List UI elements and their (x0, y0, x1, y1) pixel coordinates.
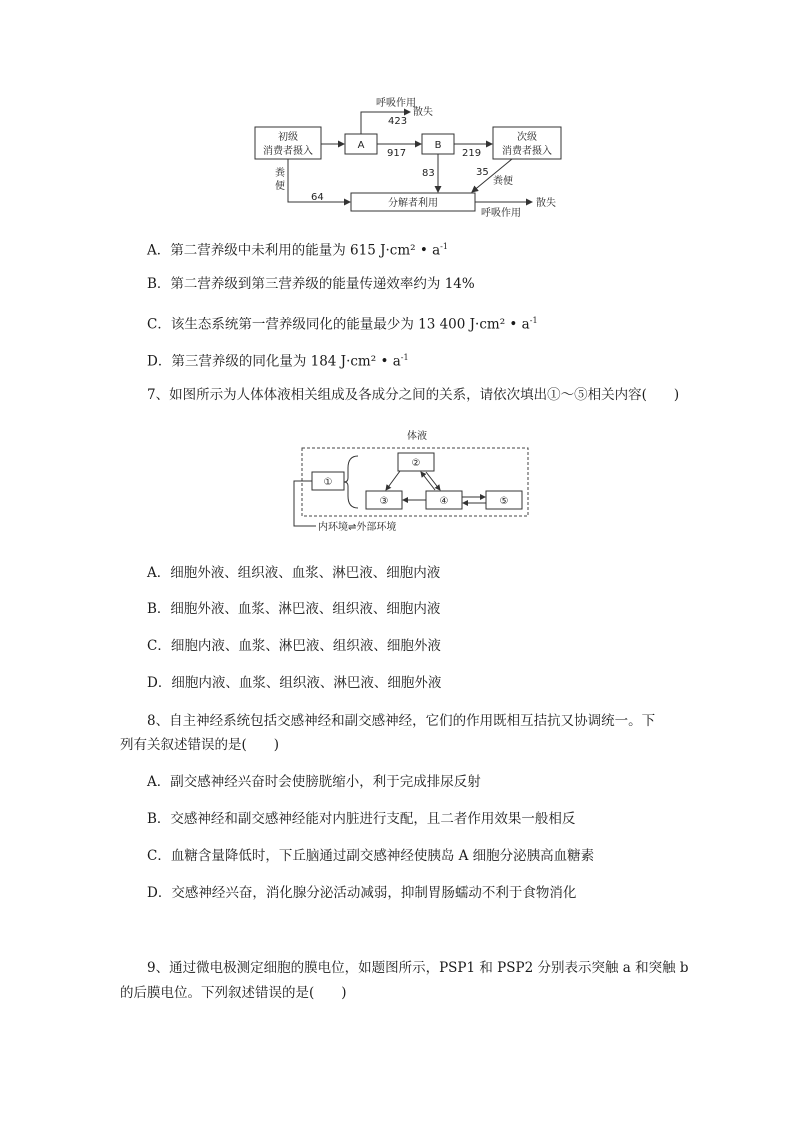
a-label: A (357, 140, 365, 151)
primary-label-2: 消费者摄入 (263, 146, 313, 157)
q6-option-a-text: A．第二营养级中未利用的能量为 615 J·cm² • a (147, 242, 441, 259)
q8-option-c[interactable]: C．血糖含量降低时，下丘脑通过副交感神经使胰岛 A 细胞分泌胰高血糖素 (147, 848, 595, 864)
q6-option-d[interactable] (147, 349, 409, 371)
q7-option-d[interactable]: D．细胞内液、血浆、组织液、淋巴液、细胞外液 (147, 675, 442, 691)
label-respiration-top: 呼吸作用 (376, 98, 416, 109)
body-fluid-diagram (290, 428, 535, 536)
arrow-2-3 (386, 471, 400, 490)
fluid-brace (344, 456, 358, 508)
label-feces-left-1: 粪 (275, 168, 285, 179)
q6-option-c-text: C．该生态系统第一营养级同化的能量最少为 13 400 J·cm² • a (147, 316, 530, 333)
decomposer-label: 分解者利用 (388, 198, 438, 209)
label-lost-top: 散失 (413, 107, 433, 118)
fluid-label-5: ⑤ (499, 496, 509, 507)
energy-flow-diagram (250, 92, 580, 222)
q6-option-a[interactable] (147, 238, 448, 260)
q8-option-b[interactable]: B．交感神经和副交感神经能对内脏进行支配，且二者作用效果一般相反 (147, 811, 576, 827)
value-83: 83 (422, 168, 435, 179)
label-feces-left-2: 便 (275, 181, 285, 192)
primary-label-1: 初级 (278, 132, 298, 143)
q6-option-c-sup: -1 (529, 316, 538, 325)
q7-option-c[interactable]: C．细胞内液、血浆、淋巴液、组织液、细胞外液 (147, 638, 441, 654)
label-feces-right: 粪便 (493, 176, 513, 187)
fluid-label-1: ① (323, 477, 333, 488)
q7-stem: 7、如图所示为人体体液相关组成及各成分之间的关系，请依次填出①～⑤相关内容( ) (147, 387, 680, 403)
q8-stem-2: 列有关叙述错误的是( ) (120, 737, 280, 753)
secondary-label-1: 次级 (517, 132, 537, 143)
b-label: B (434, 140, 442, 151)
value-917: 917 (387, 148, 407, 159)
value-35: 35 (476, 167, 489, 178)
q8-option-d[interactable]: D．交感神经兴奋，消化腺分泌活动减弱，抑制胃肠蠕动不利于食物消化 (147, 885, 577, 901)
q9-stem-1: 9、通过微电极测定细胞的膜电位，如题图所示，PSP1 和 PSP2 分别表示突触 a 和突触 b (147, 960, 689, 976)
q6-option-b-text: B．第二营养级到第三营养级的能量传递效率约为 14% (147, 276, 475, 292)
q6-option-d-sup: -1 (400, 353, 409, 362)
fluid-title: 体液 (407, 431, 427, 442)
q9-stem-2: 的后膜电位。下列叙述错误的是( ) (120, 985, 347, 1001)
q7-option-a[interactable]: A．细胞外液、组织液、血浆、淋巴液、细胞内液 (147, 565, 441, 581)
q6-option-a-sup: -1 (440, 242, 448, 251)
fluid-label-4: ④ (439, 496, 449, 507)
q6-option-b[interactable] (147, 275, 475, 293)
label-respiration-bottom: 呼吸作用 (481, 208, 521, 219)
label-lost-bottom: 散失 (536, 198, 556, 209)
fluid-label-3: ③ (379, 496, 389, 507)
secondary-label-2: 消费者摄入 (502, 146, 552, 157)
q8-option-a[interactable]: A．副交感神经兴奋时会使膀胱缩小，利于完成排尿反射 (147, 774, 481, 790)
environment-label: 内环境⇌外部环境 (318, 522, 397, 533)
value-219: 219 (462, 148, 482, 159)
value-423: 423 (388, 116, 408, 127)
q7-option-b[interactable]: B．细胞外液、血浆、淋巴液、组织液、细胞内液 (147, 601, 441, 617)
value-64: 64 (311, 192, 324, 203)
fluid-label-2: ② (411, 458, 421, 469)
q6-option-d-text: D．第三营养级的同化量为 184 J·cm² • a (147, 353, 401, 370)
q8-stem-1: 8、自主神经系统包括交感神经和副交感神经，它们的作用既相互拮抗又协调统一。下 (147, 713, 656, 729)
q6-option-c[interactable] (147, 312, 538, 334)
